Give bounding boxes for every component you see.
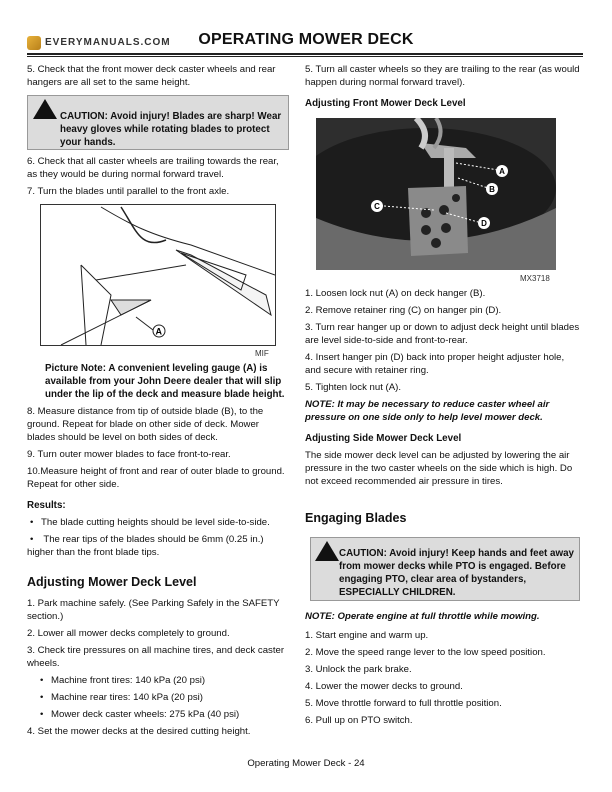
pressure-item: • Machine front tires: 140 kPa (20 psi) (37, 674, 289, 687)
step-2: 2. Remove retainer ring (C) on hanger pin (D). (305, 305, 502, 316)
watermark-text: EVERYMANUALS.COM (45, 37, 171, 48)
step-5: 5. Check that the front mower deck caster wheels and rear hangers are all set to the same height. (27, 64, 276, 88)
engage-step: 2. Move the speed range lever to the low speed position. (305, 647, 546, 658)
caution-box-blades (27, 95, 289, 150)
warning-icon (33, 99, 57, 119)
step-4: 4. Insert hanger pin (D) back into proper height adjuster hole, and secure with retainer ring. (305, 352, 565, 376)
step-1: 1. Park machine safely. (See Parking Safely in the SAFETY section.) (27, 598, 280, 622)
engage-step: 1. Start engine and warm up. (305, 630, 429, 641)
caution-text: CAUTION: Avoid injury! Keep hands and feet away from mower decks while PTO is engaged. Before engaging PTO, clear area of bystanders, ESPECIALLY CHILDREN. (339, 548, 574, 598)
deck-hanger-photo (316, 118, 556, 270)
step-10: 10.Measure height of front and rear of outer blade to ground. Repeat for other side. (27, 466, 285, 490)
photo-drawing (316, 118, 556, 270)
photo-code: MX3718 (520, 274, 550, 283)
caution-text: CAUTION: Avoid injury! Blades are sharp! Wear heavy gloves while rotating blades to protect your hands. (60, 111, 282, 148)
page-title: OPERATING MOWER DECK (198, 31, 414, 48)
step-2: 2. Lower all mower decks completely to ground. (27, 628, 230, 639)
step-4: 4. Set the mower decks at the desired cutting height. (27, 726, 251, 737)
results-heading: Results: (27, 500, 66, 511)
engage-step: 5. Move throttle forward to full throttle position. (305, 698, 502, 709)
photo-label-c: C (374, 202, 380, 211)
right-column-top (305, 63, 580, 114)
step-3: 3. Turn rear hanger up or down to adjust deck height until blades are level side-to-side and front-to-rear. (305, 322, 580, 346)
figure-label-a: A (155, 326, 162, 337)
left-steps-8-10 (27, 405, 289, 563)
photo-label-b: B (489, 185, 495, 194)
engaging-steps (305, 610, 580, 731)
page-footer: Operating Mower Deck - 24 (247, 758, 365, 769)
engine-note: NOTE: Operate engine at full throttle while mowing. (305, 611, 540, 622)
gauge-drawing (41, 205, 275, 345)
left-column-top (27, 63, 289, 93)
front-deck-heading: Adjusting Front Mower Deck Level (305, 98, 466, 109)
leveling-gauge-figure (40, 204, 276, 346)
engage-step: 3. Unlock the park brake. (305, 664, 412, 675)
pressure-item: • Mower deck caster wheels: 275 kPa (40 psi) (37, 708, 289, 721)
caution-box-pto (310, 537, 580, 601)
step-8: 8. Measure distance from tip of outside blade (B), to the ground. Repeat for blade on other side of deck. Mower blades should be level on both sides of deck. (27, 406, 264, 443)
engaging-blades-heading: Engaging Blades (305, 511, 407, 525)
result-item: • The rear tips of the blades should be 6mm (0.25 in.) higher than the front blade tips. (27, 534, 264, 558)
adjusting-deck-section (27, 576, 289, 742)
side-deck-text: The side mower deck level can be adjusted by lowering the air pressure in the two caster wheels on the side which is high. Do not exceed recommended air pressure in tires. (305, 450, 573, 487)
warning-icon (315, 541, 339, 561)
photo-label-d: D (481, 219, 487, 228)
side-deck-heading: Adjusting Side Mower Deck Level (305, 433, 462, 444)
step-1: 1. Loosen lock nut (A) on deck hanger (B). (305, 288, 486, 299)
watermark-logo (27, 36, 41, 50)
step-5: 5. Tighten lock nut (A). (305, 382, 401, 393)
figure-code: MIF (255, 349, 269, 358)
tire-pressure-note: NOTE: It may be necessary to reduce caster wheel air pressure on one side only to help level mower deck. (305, 399, 550, 423)
photo-label-a: A (499, 167, 505, 176)
step-9: 9. Turn outer mower blades to face front-to-rear. (27, 449, 231, 460)
section-heading: Adjusting Mower Deck Level (27, 575, 197, 589)
header-rule (27, 53, 583, 57)
step-6: 6. Check that all caster wheels are trailing towards the rear, as they would be during normal forward travel. (27, 156, 279, 180)
step-5-right: 5. Turn all caster wheels so they are trailing to the rear (as would happen during normal forward travel). (305, 64, 580, 88)
step-7: 7. Turn the blades until parallel to the front axle. (27, 186, 230, 197)
result-item: • The blade cutting heights should be level side-to-side. (27, 516, 289, 529)
pressure-item: • Machine rear tires: 140 kPa (20 psi) (37, 691, 289, 704)
picture-note: Picture Note: A convenient leveling gauge (A) is available from your John Deere dealer that will slip under the lip of the deck and measure blade height. (45, 363, 285, 400)
engage-step: 6. Pull up on PTO switch. (305, 715, 413, 726)
engage-step: 4. Lower the mower decks to ground. (305, 681, 463, 692)
step-3: 3. Check tire pressures on all machine tires, and deck caster wheels. (27, 645, 285, 669)
left-steps-6-7 (27, 155, 289, 202)
front-deck-steps (305, 287, 580, 492)
